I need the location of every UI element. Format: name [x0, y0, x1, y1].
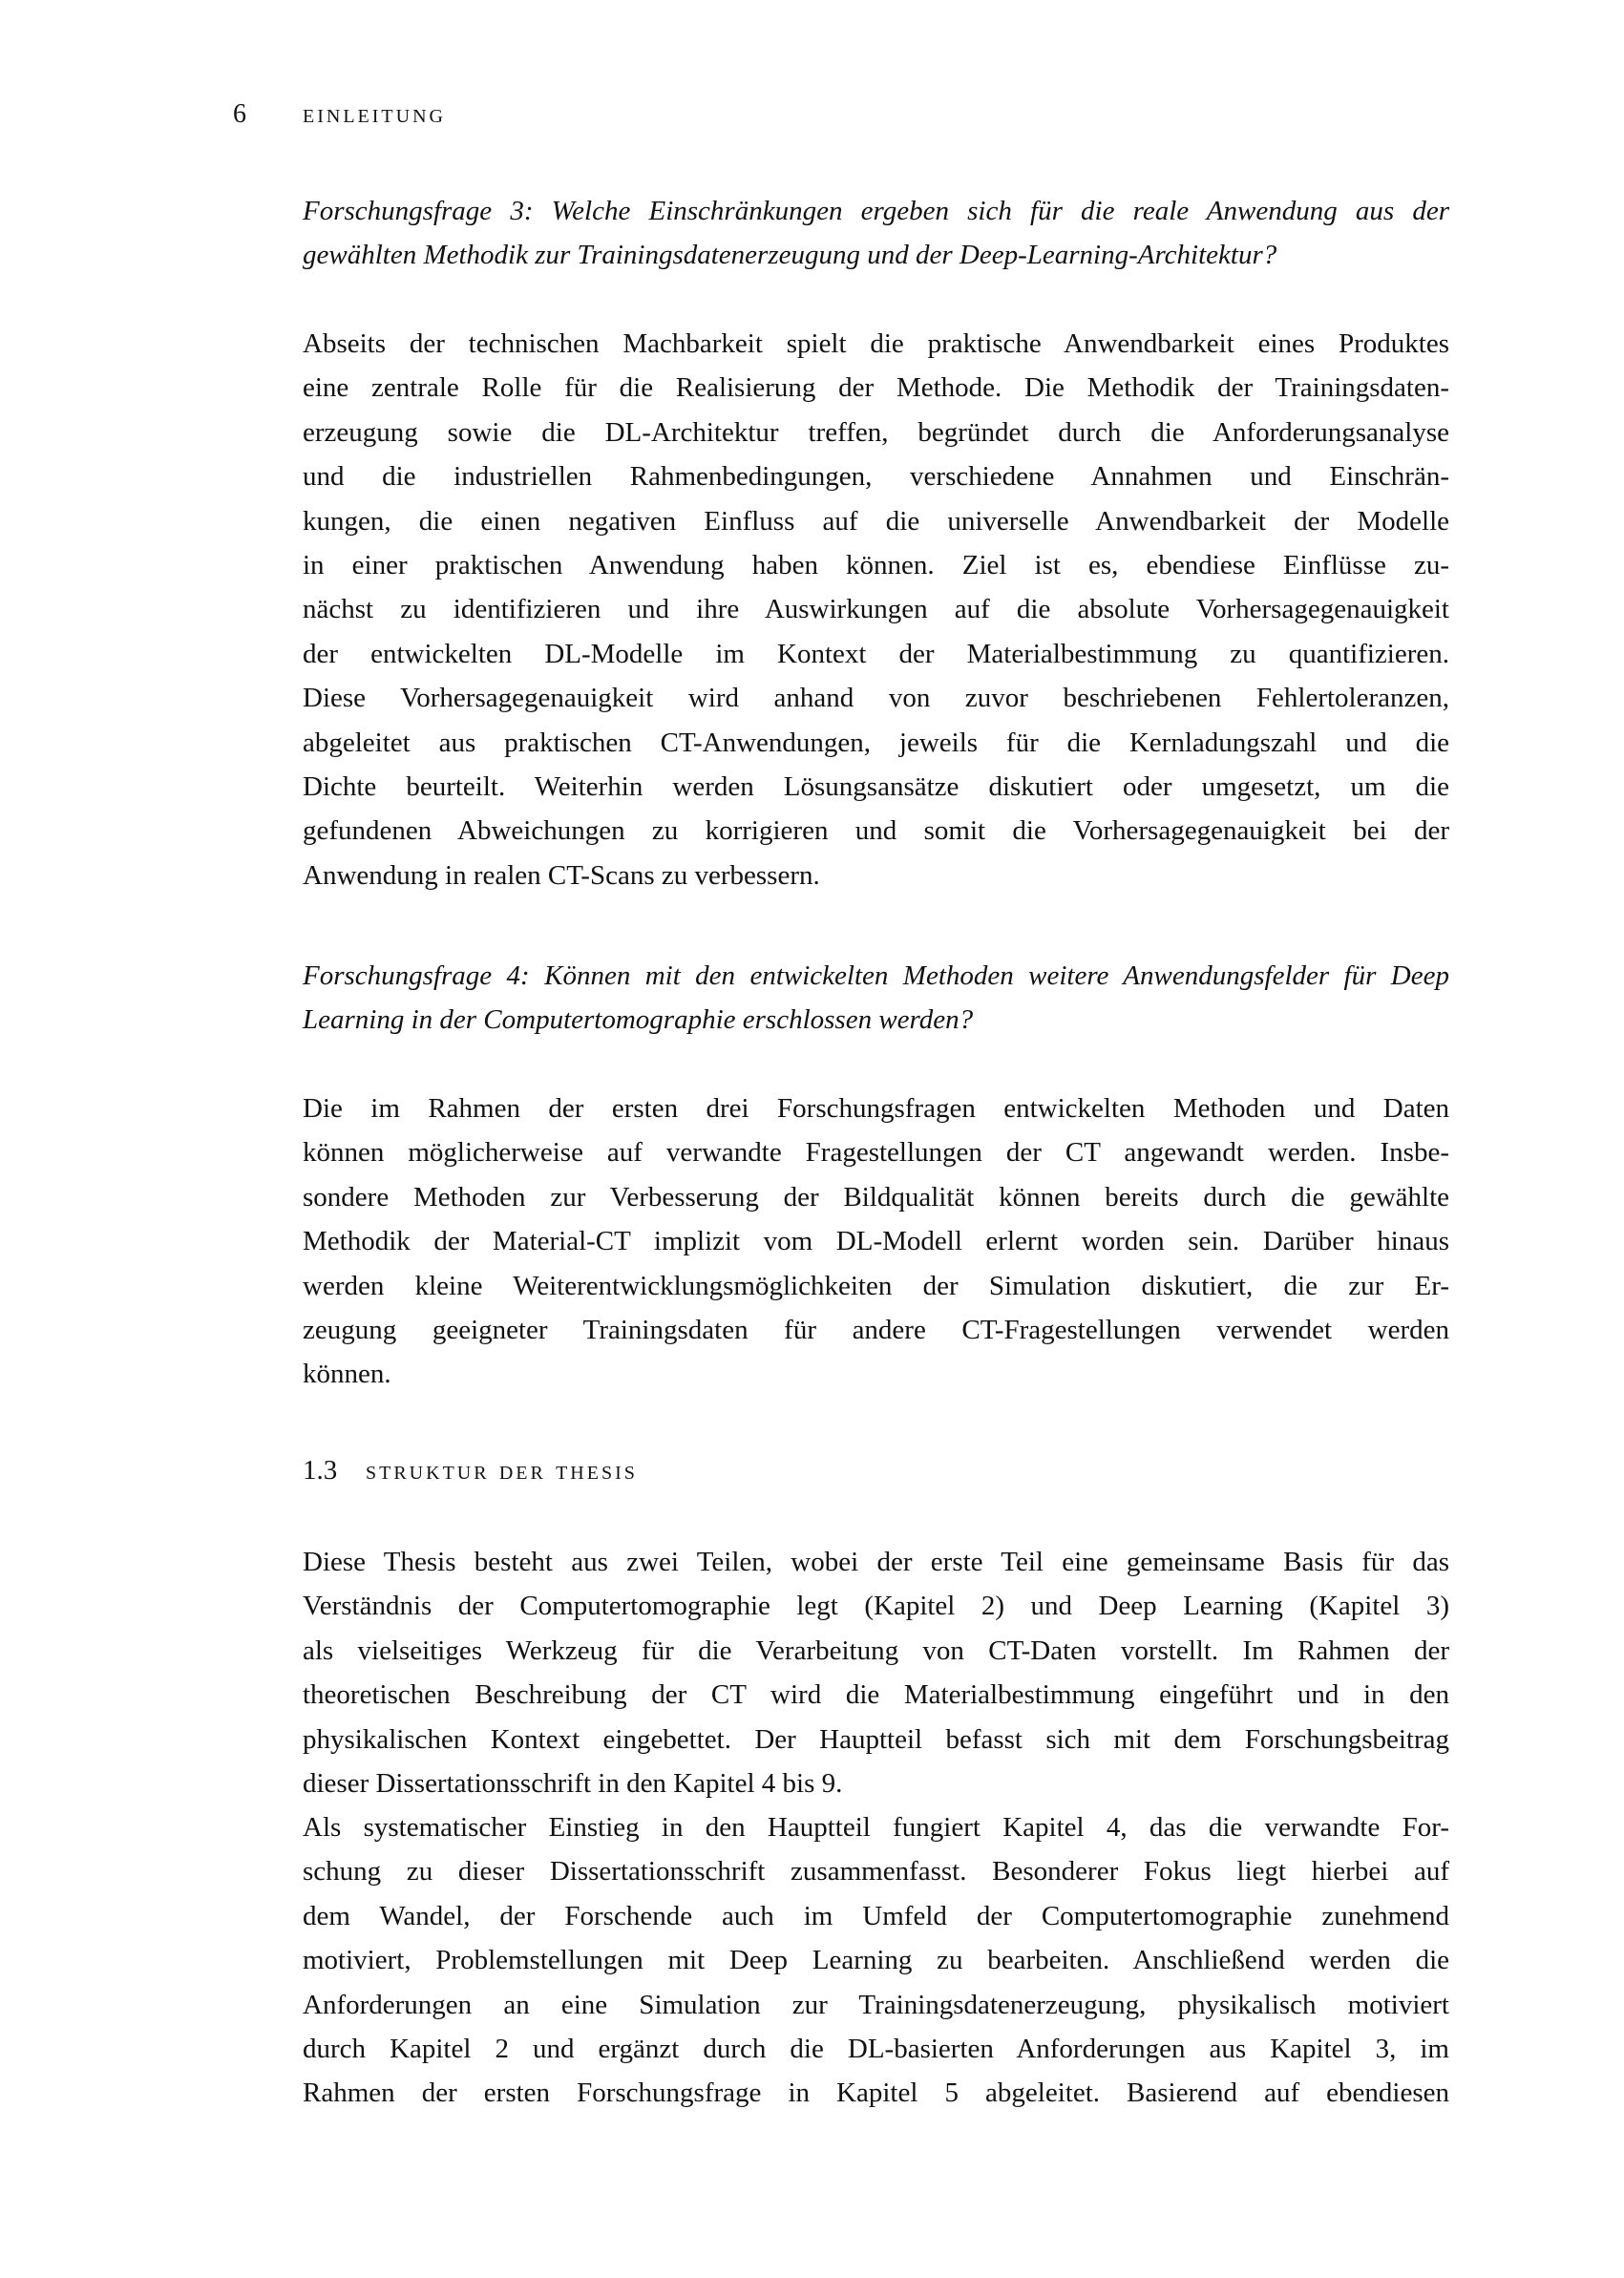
text-line: als vielseitiges Werkzeug für die Verarbeitung von CT-Daten vorstellt. Im Rahmen der	[303, 1635, 1449, 1666]
section-heading	[303, 1455, 638, 1487]
text-line: Die im Rahmen der ersten drei Forschungsfragen entwickelten Methoden und Daten	[303, 1093, 1449, 1124]
text-line: der entwickelten DL-Modelle im Kontext der Materialbestimmung zu quantifizieren.	[303, 638, 1449, 669]
text-line: theoretischen Beschreibung der CT wird die Materialbestimmung eingeführt und in den	[303, 1679, 1449, 1711]
text-line: Anforderungen an eine Simulation zur Trainingsdatenerzeugung, physikalisch motiviert	[303, 1989, 1449, 2020]
text-line: kungen, die einen negativen Einfluss auf die universelle Anwendbarkeit der Modelle	[303, 505, 1449, 537]
text-line: Abseits der technischen Machbarkeit spielt die praktische Anwendbarkeit eines Produktes	[303, 328, 1449, 359]
section-title: struktur der thesis	[366, 1455, 638, 1486]
text-line: abgeleitet aus praktischen CT-Anwendungen, jeweils für die Kernladungszahl und die	[303, 727, 1449, 758]
paragraph-main-part	[303, 1805, 1449, 2116]
text-line: Forschungsfrage 3: Welche Einschränkungen ergeben sich für die reale Anwendung aus der	[303, 196, 1449, 226]
page-number: 6	[233, 99, 246, 129]
text-line: und die industriellen Rahmenbedingungen, verschiedene Annahmen und Einschrän-	[303, 461, 1449, 493]
text-line: gewählten Methodik zur Trainingsdatenerzeugung und der Deep-Learning-Architektur?	[303, 240, 1277, 271]
text-line: dem Wandel, der Forschende auch im Umfeld der Computertomographie zunehmend	[303, 1900, 1449, 1931]
chapter-title: einleitung	[303, 99, 446, 129]
paragraph-further-applications	[303, 1086, 1449, 1397]
text-line: schung zu dieser Dissertationsschrift zusammenfasst. Besonderer Fokus liegt hierbei auf	[303, 1856, 1449, 1888]
text-line: eine zentrale Rolle für die Realisierung der Methode. Die Methodik der Trainingsdaten-	[303, 372, 1449, 404]
text-line: Forschungsfrage 4: Können mit den entwickelten Methoden weitere Anwendungsfelder für Deep	[303, 960, 1449, 991]
text-line: Dichte beurteilt. Weiterhin werden Lösungsansätze diskutiert oder umgesetzt, um die	[303, 770, 1449, 802]
text-line: Rahmen der ersten Forschungsfrage in Kapitel 5 abgeleitet. Basierend auf ebendiesen	[303, 2078, 1449, 2109]
text-line: erzeugung sowie die DL-Architektur treffen, begründet durch die Anforderungsanalyse	[303, 416, 1449, 448]
text-line: Diese Thesis besteht aus zwei Teilen, wobei der erste Teil eine gemeinsame Basis für das	[303, 1547, 1449, 1577]
section-number: 1.3	[303, 1455, 338, 1486]
text-line: Verständnis der Computertomographie legt (Kapitel 2) und Deep Learning (Kapitel 3)	[303, 1591, 1449, 1622]
text-line: physikalischen Kontext eingebettet. Der Hauptteil befasst sich mit dem Forschungsbeitrag	[303, 1723, 1449, 1755]
text-line: Als systematischer Einstieg in den Hauptteil fungiert Kapitel 4, das die verwandte For-	[303, 1812, 1449, 1843]
text-line: motiviert, Problemstellungen mit Deep Learning zu bearbeiten. Anschließend werden die	[303, 1945, 1449, 1976]
research-question-4	[303, 954, 1449, 1043]
text-line: Methodik der Material-CT implizit vom DL-Modell erlernt worden sein. Darüber hinaus	[303, 1226, 1449, 1257]
text-line: werden kleine Weiterentwicklungsmöglichkeiten der Simulation diskutiert, die zur Er-	[303, 1270, 1449, 1301]
text-line: durch Kapitel 2 und ergänzt durch die DL-basierten Anforderungen aus Kapitel 3, im	[303, 2033, 1449, 2064]
text-line: Diese Vorhersagegenauigkeit wird anhand von zuvor beschriebenen Fehlertoleranzen,	[303, 683, 1449, 714]
text-line: Learning in der Computertomographie erschlossen werden?	[303, 1004, 974, 1036]
text-line: gefundenen Abweichungen zu korrigieren und somit die Vorhersagegenauigkeit bei der	[303, 815, 1449, 847]
text-line: dieser Dissertationsschrift in den Kapitel 4 bis 9.	[303, 1767, 843, 1799]
text-line: in einer praktischen Anwendung haben können. Ziel ist es, ebendiese Einflüsse zu-	[303, 549, 1449, 580]
text-line: können.	[303, 1359, 391, 1390]
text-line: zeugung geeigneter Trainingsdaten für andere CT-Fragestellungen verwendet werden	[303, 1314, 1449, 1345]
paragraph-limitations	[303, 322, 1449, 897]
text-line: Anwendung in realen CT-Scans zu verbessern.	[303, 859, 820, 891]
text-line: sondere Methoden zur Verbesserung der Bildqualität können bereits durch die gewählte	[303, 1181, 1449, 1213]
text-line: können möglicherweise auf verwandte Fragestellungen der CT angewandt werden. Insbe-	[303, 1137, 1449, 1169]
research-question-3	[303, 189, 1449, 278]
text-line: nächst zu identifizieren und ihre Auswirkungen auf die absolute Vorhersagegenauigkeit	[303, 594, 1449, 625]
paragraph-thesis-structure	[303, 1540, 1449, 1805]
